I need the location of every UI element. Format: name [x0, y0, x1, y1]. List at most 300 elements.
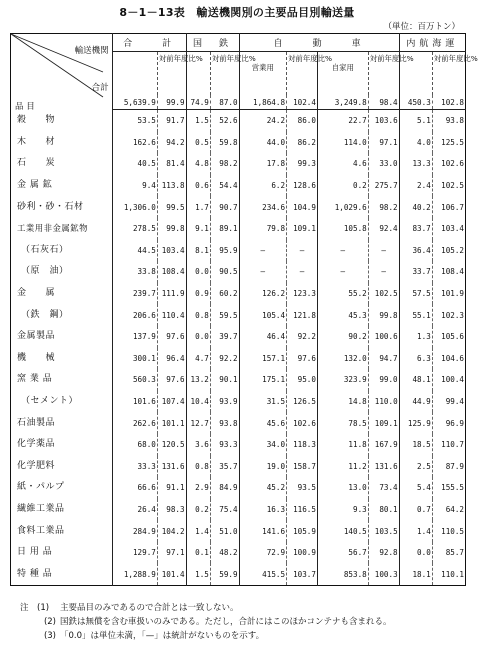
value-cell: 1.4 — [399, 520, 432, 542]
value-cell: 103.5 — [368, 520, 399, 542]
value-cell: 45.6 — [239, 412, 286, 434]
value-cell: 33.7 — [399, 261, 432, 283]
value-cell: 92.2 — [210, 348, 239, 370]
value-cell: 106.7 — [432, 196, 465, 218]
value-cell: 4.0 — [399, 132, 432, 154]
row-item-label: （鉄 鋼） — [21, 309, 69, 320]
value-cell: 90.7 — [210, 196, 239, 218]
table-row — [11, 132, 466, 154]
row-item-label: 金 属 — [17, 288, 56, 299]
row-item-label: 機 械 — [17, 352, 56, 363]
row-item-label: 石油製品 — [17, 417, 56, 428]
table-body — [11, 110, 466, 586]
value-cell: 72.9 — [239, 542, 286, 564]
value-cell: 132.0 — [317, 348, 368, 370]
value-cell: 93.5 — [287, 477, 318, 499]
value-cell: 14.8 — [317, 391, 368, 413]
value-cell: 125.9 — [399, 412, 432, 434]
value-cell: 125.5 — [432, 132, 465, 154]
table-row — [11, 153, 466, 175]
value-cell: 83.7 — [399, 218, 432, 240]
table-row — [11, 326, 466, 348]
value-cell: 101.4 — [157, 563, 186, 585]
value-cell: 100.3 — [368, 563, 399, 585]
value-cell: 167.9 — [368, 434, 399, 456]
value-cell: 105.4 — [239, 304, 286, 326]
value-cell: 97.6 — [157, 326, 186, 348]
value-cell: 157.1 — [239, 348, 286, 370]
value-cell: 105.6 — [432, 326, 465, 348]
freight-table — [10, 33, 478, 586]
value-cell: 57.5 — [399, 283, 432, 305]
table-title: 8－1－13表 輸送機関別の主要品目別輸送量 — [119, 6, 355, 19]
value-cell: 99.8 — [157, 218, 186, 240]
value-cell: 92.2 — [287, 326, 318, 348]
value-cell: 2.4 — [399, 175, 432, 197]
value-cell: 9.3 — [317, 499, 368, 521]
row-item-label: 工業用非金属鉱物 — [17, 223, 88, 234]
value-cell: 13.0 — [317, 477, 368, 499]
value-cell: 262.6 — [112, 412, 157, 434]
value-cell: 0.5 — [186, 132, 210, 154]
value-cell: 75.4 — [210, 499, 239, 521]
table-row — [11, 499, 466, 521]
value-cell: 101.1 — [157, 412, 186, 434]
value-cell: 108.4 — [157, 261, 186, 283]
value-cell: 56.7 — [317, 542, 368, 564]
table-row — [11, 240, 466, 262]
row-item-label: 窯 業 品 — [17, 374, 53, 385]
value-cell: 102.5 — [432, 175, 465, 197]
value-cell: 33.0 — [368, 153, 399, 175]
value-cell: 100.9 — [287, 542, 318, 564]
total-cell: 1,864.8 — [239, 95, 286, 110]
row-item-label: 金 属 鉱 — [17, 180, 53, 191]
value-cell: — — [317, 240, 368, 262]
value-cell: 91.7 — [157, 110, 186, 132]
value-cell: 110.7 — [432, 434, 465, 456]
total-cell: 102.8 — [432, 95, 465, 110]
row-item-label: 日 用 品 — [17, 547, 53, 558]
value-cell: 109.1 — [287, 218, 318, 240]
table-row — [11, 218, 466, 240]
value-cell: 48.1 — [399, 369, 432, 391]
value-cell: 102.6 — [432, 153, 465, 175]
value-cell: 13.3 — [399, 153, 432, 175]
value-cell: 6.2 — [239, 175, 286, 197]
value-cell: 0.0 — [399, 542, 432, 564]
value-cell: 52.6 — [210, 110, 239, 132]
value-cell: — — [368, 261, 399, 283]
value-cell: 48.2 — [210, 542, 239, 564]
table-row — [11, 391, 466, 413]
value-cell: 206.6 — [112, 304, 157, 326]
value-cell: 90.1 — [210, 369, 239, 391]
value-cell: 10.4 — [186, 391, 210, 413]
table-row — [11, 261, 466, 283]
value-cell: 105.8 — [317, 218, 368, 240]
value-cell: 26.4 — [112, 499, 157, 521]
row-item-label: 金属製品 — [17, 331, 56, 342]
value-cell: 113.8 — [157, 175, 186, 197]
value-cell: 55.1 — [399, 304, 432, 326]
value-cell: — — [239, 261, 286, 283]
value-cell: 118.3 — [287, 434, 318, 456]
value-cell: 3.6 — [186, 434, 210, 456]
value-cell: 93.3 — [210, 434, 239, 456]
row-item-label: 穀 物 — [17, 115, 56, 126]
corner-item-label: 品 目 — [15, 102, 35, 112]
value-cell: 45.3 — [317, 304, 368, 326]
note-text: 主要品目のみであるので合計とは一致しない。 — [60, 603, 239, 613]
row-item-label: 石 炭 — [17, 158, 56, 169]
value-cell: 96.4 — [157, 348, 186, 370]
value-cell: 24.2 — [239, 110, 286, 132]
value-cell: 0.7 — [399, 499, 432, 521]
value-cell: 92.4 — [368, 218, 399, 240]
value-cell: 9.4 — [112, 175, 157, 197]
value-cell: 22.7 — [317, 110, 368, 132]
value-cell: 107.4 — [157, 391, 186, 413]
value-cell: 4.6 — [317, 153, 368, 175]
value-cell: 1,029.6 — [317, 196, 368, 218]
value-cell: 55.2 — [317, 283, 368, 305]
value-cell: 140.5 — [317, 520, 368, 542]
corner-total-label: 合計 — [91, 83, 109, 93]
value-cell: 93.8 — [210, 412, 239, 434]
value-cell: 0.0 — [186, 326, 210, 348]
value-cell: — — [287, 240, 318, 262]
value-cell: 103.6 — [368, 110, 399, 132]
value-cell: 108.4 — [432, 261, 465, 283]
value-cell: 99.0 — [368, 369, 399, 391]
table-row — [11, 456, 466, 478]
value-cell: 110.4 — [157, 304, 186, 326]
group-auto: 自 動 車 — [239, 34, 399, 52]
value-cell: 92.8 — [368, 542, 399, 564]
value-cell: 85.7 — [432, 542, 465, 564]
value-cell: 121.8 — [287, 304, 318, 326]
value-cell: 116.5 — [287, 499, 318, 521]
value-cell: 0.6 — [186, 175, 210, 197]
value-cell: 100.6 — [368, 326, 399, 348]
value-cell: 94.7 — [368, 348, 399, 370]
value-cell: 284.9 — [112, 520, 157, 542]
total-cell: 102.4 — [287, 95, 318, 110]
value-cell: 34.0 — [239, 434, 286, 456]
value-cell: 19.0 — [239, 456, 286, 478]
value-cell: 66.6 — [112, 477, 157, 499]
value-cell: 234.6 — [239, 196, 286, 218]
value-cell: 86.0 — [287, 110, 318, 132]
value-cell: 103.7 — [287, 563, 318, 585]
row-item-label: 化学薬品 — [17, 439, 56, 450]
table-row — [11, 412, 466, 434]
table-row — [11, 110, 466, 132]
sub-yoy: 対前年度比% — [432, 52, 465, 96]
value-cell: 415.5 — [239, 563, 286, 585]
value-cell: 40.5 — [112, 153, 157, 175]
value-cell: 98.3 — [157, 499, 186, 521]
value-cell: 1,306.0 — [112, 196, 157, 218]
value-cell: 275.7 — [368, 175, 399, 197]
value-cell: 87.9 — [432, 456, 465, 478]
value-cell: 78.5 — [317, 412, 368, 434]
value-cell: 13.2 — [186, 369, 210, 391]
note-1 — [20, 601, 460, 615]
value-cell: 39.7 — [210, 326, 239, 348]
value-cell: 89.1 — [210, 218, 239, 240]
value-cell: 45.2 — [239, 477, 286, 499]
value-cell: 0.2 — [317, 175, 368, 197]
value-cell: 98.2 — [210, 153, 239, 175]
value-cell: 4.7 — [186, 348, 210, 370]
value-cell: 73.4 — [368, 477, 399, 499]
value-cell: 11.2 — [317, 456, 368, 478]
total-cell: 98.4 — [368, 95, 399, 110]
value-cell: 53.5 — [112, 110, 157, 132]
value-cell: 36.4 — [399, 240, 432, 262]
value-cell: 120.5 — [157, 434, 186, 456]
value-cell: 101.6 — [112, 391, 157, 413]
value-cell: 59.9 — [210, 563, 239, 585]
value-cell: — — [317, 261, 368, 283]
sub-business: 営業用 — [239, 52, 286, 96]
value-cell: 16.3 — [239, 499, 286, 521]
value-cell: 44.5 — [112, 240, 157, 262]
row-item-label: 紙・パルプ — [17, 482, 65, 493]
sub-yoy: 対前年度比% — [157, 52, 186, 96]
value-cell: 86.2 — [287, 132, 318, 154]
value-cell: 239.7 — [112, 283, 157, 305]
value-cell: 18.1 — [399, 563, 432, 585]
value-cell: 99.3 — [287, 153, 318, 175]
row-item-label: 砂利・砂・石材 — [17, 201, 84, 212]
value-cell: 60.2 — [210, 283, 239, 305]
value-cell: 97.1 — [157, 542, 186, 564]
value-cell: 126.2 — [239, 283, 286, 305]
value-cell: 104.2 — [157, 520, 186, 542]
value-cell: 1.4 — [186, 520, 210, 542]
note-label: 注 (1) — [20, 603, 50, 613]
total-cell: 5,639.9 — [112, 95, 157, 110]
table-row — [11, 563, 466, 585]
value-cell: 95.9 — [210, 240, 239, 262]
value-cell: 0.1 — [186, 542, 210, 564]
value-cell: 5.1 — [399, 110, 432, 132]
value-cell: 97.6 — [287, 348, 318, 370]
value-cell: 114.0 — [317, 132, 368, 154]
sub-yoy: 対前年度比% — [368, 52, 399, 96]
value-cell: 9.1 — [186, 218, 210, 240]
value-cell: 300.1 — [112, 348, 157, 370]
table-row — [11, 369, 466, 391]
total-cell: 99.9 — [157, 95, 186, 110]
value-cell: 1,288.9 — [112, 563, 157, 585]
value-cell: 560.3 — [112, 369, 157, 391]
value-cell: 96.9 — [432, 412, 465, 434]
table-row — [11, 520, 466, 542]
value-cell: 8.1 — [186, 240, 210, 262]
value-cell: 97.6 — [157, 369, 186, 391]
value-cell: 104.6 — [432, 348, 465, 370]
value-cell: 0.2 — [186, 499, 210, 521]
value-cell: 1.7 — [186, 196, 210, 218]
sub-blank — [112, 52, 157, 96]
value-cell: 80.1 — [368, 499, 399, 521]
value-cell: 93.9 — [210, 391, 239, 413]
value-cell: — — [239, 240, 286, 262]
value-cell: 175.1 — [239, 369, 286, 391]
row-item-label: 特 種 品 — [17, 568, 53, 579]
note-3 — [20, 629, 460, 643]
sub-private: 自家用 — [317, 52, 368, 96]
value-cell: 94.2 — [157, 132, 186, 154]
table-row — [11, 542, 466, 564]
notes — [20, 601, 460, 643]
note-label: (2) — [43, 617, 56, 627]
value-cell: 68.0 — [112, 434, 157, 456]
table-row — [11, 348, 466, 370]
value-cell: 323.9 — [317, 369, 368, 391]
value-cell: 90.2 — [317, 326, 368, 348]
value-cell: 101.9 — [432, 283, 465, 305]
table-row — [11, 434, 466, 456]
value-cell: 103.4 — [432, 218, 465, 240]
value-cell: 1.5 — [186, 563, 210, 585]
value-cell: 102.6 — [287, 412, 318, 434]
value-cell: — — [287, 261, 318, 283]
value-cell: 110.1 — [432, 563, 465, 585]
row-item-label: 食料工業品 — [17, 525, 65, 536]
value-cell: 129.7 — [112, 542, 157, 564]
group-total: 合 計 — [112, 34, 186, 52]
value-cell: 31.5 — [239, 391, 286, 413]
row-item-label: （石灰石） — [21, 244, 69, 255]
note-text: 「0.0」は単位未満，「—」は統計がないものを示す。 — [60, 631, 265, 641]
value-cell: 97.1 — [368, 132, 399, 154]
row-item-label: （セメント） — [21, 396, 79, 407]
value-cell: 0.9 — [186, 283, 210, 305]
value-cell: 0.8 — [186, 304, 210, 326]
note-label: (3) — [43, 631, 56, 641]
value-cell: 0.8 — [186, 456, 210, 478]
value-cell: 137.9 — [112, 326, 157, 348]
value-cell: 278.5 — [112, 218, 157, 240]
value-cell: 54.4 — [210, 175, 239, 197]
value-cell: 6.3 — [399, 348, 432, 370]
value-cell: 99.5 — [157, 196, 186, 218]
value-cell: 4.8 — [186, 153, 210, 175]
value-cell: 11.8 — [317, 434, 368, 456]
value-cell: 853.8 — [317, 563, 368, 585]
row-item-label: 化学肥料 — [17, 460, 56, 471]
value-cell: 131.6 — [368, 456, 399, 478]
value-cell: 110.5 — [432, 520, 465, 542]
value-cell: 1.5 — [186, 110, 210, 132]
value-cell: 33.8 — [112, 261, 157, 283]
sub-yoy: 対前年度比% — [287, 52, 318, 96]
value-cell: 44.0 — [239, 132, 286, 154]
value-cell: 123.3 — [287, 283, 318, 305]
value-cell: 90.5 — [210, 261, 239, 283]
value-cell: 33.3 — [112, 456, 157, 478]
value-cell: 100.4 — [432, 369, 465, 391]
table-row — [11, 283, 466, 305]
value-cell: 158.7 — [287, 456, 318, 478]
value-cell: 99.4 — [432, 391, 465, 413]
unit-label: （単位：百万トン） — [383, 22, 460, 32]
value-cell: 79.8 — [239, 218, 286, 240]
total-cell: 87.0 — [210, 95, 239, 110]
value-cell: 103.4 — [157, 240, 186, 262]
group-rail: 国 鉄 — [186, 34, 239, 52]
value-cell: 64.2 — [432, 499, 465, 521]
value-cell: 99.8 — [368, 304, 399, 326]
value-cell: 81.4 — [157, 153, 186, 175]
value-cell: 155.5 — [432, 477, 465, 499]
corner-transport-label: 輸送機関 — [74, 46, 109, 56]
total-cell: 450.3 — [399, 95, 432, 110]
table-row — [11, 477, 466, 499]
value-cell: 91.1 — [157, 477, 186, 499]
value-cell: 59.8 — [210, 132, 239, 154]
value-cell: 12.7 — [186, 412, 210, 434]
row-item-label: 繊維工業品 — [17, 503, 65, 514]
value-cell: 17.8 — [239, 153, 286, 175]
table-row — [11, 175, 466, 197]
value-cell: 141.6 — [239, 520, 286, 542]
value-cell: 0.0 — [186, 261, 210, 283]
value-cell: 128.6 — [287, 175, 318, 197]
value-cell: 104.9 — [287, 196, 318, 218]
total-cell: 3,249.8 — [317, 95, 368, 110]
value-cell: 95.0 — [287, 369, 318, 391]
header-corner — [11, 34, 113, 110]
total-cell: 74.9 — [186, 95, 210, 110]
value-cell: 2.9 — [186, 477, 210, 499]
value-cell: 98.2 — [368, 196, 399, 218]
table-row — [11, 196, 466, 218]
value-cell: 93.8 — [432, 110, 465, 132]
row-item-label: 木 材 — [17, 136, 56, 147]
value-cell: 44.9 — [399, 391, 432, 413]
value-cell: 102.3 — [432, 304, 465, 326]
value-cell: 110.0 — [368, 391, 399, 413]
row-item-label: （原 油） — [21, 266, 69, 277]
value-cell: 18.5 — [399, 434, 432, 456]
value-cell: 162.6 — [112, 132, 157, 154]
value-cell: 1.3 — [399, 326, 432, 348]
sub-yoy: 対前年度比% — [210, 52, 239, 96]
value-cell: 131.6 — [157, 456, 186, 478]
value-cell: 35.7 — [210, 456, 239, 478]
value-cell: 109.1 — [368, 412, 399, 434]
table-row — [11, 304, 466, 326]
note-text: 国鉄は無償を含む車扱いのみである。ただし，合計にはこのほかコンテナも含まれる。 — [60, 617, 392, 627]
value-cell: 46.4 — [239, 326, 286, 348]
value-cell: 111.9 — [157, 283, 186, 305]
value-cell: 126.5 — [287, 391, 318, 413]
value-cell: 59.5 — [210, 304, 239, 326]
value-cell: 2.5 — [399, 456, 432, 478]
value-cell: 105.9 — [287, 520, 318, 542]
note-2 — [20, 615, 460, 629]
group-coastal: 内航海運 — [399, 34, 465, 52]
value-cell: — — [368, 240, 399, 262]
value-cell: 5.4 — [399, 477, 432, 499]
value-cell: 40.2 — [399, 196, 432, 218]
